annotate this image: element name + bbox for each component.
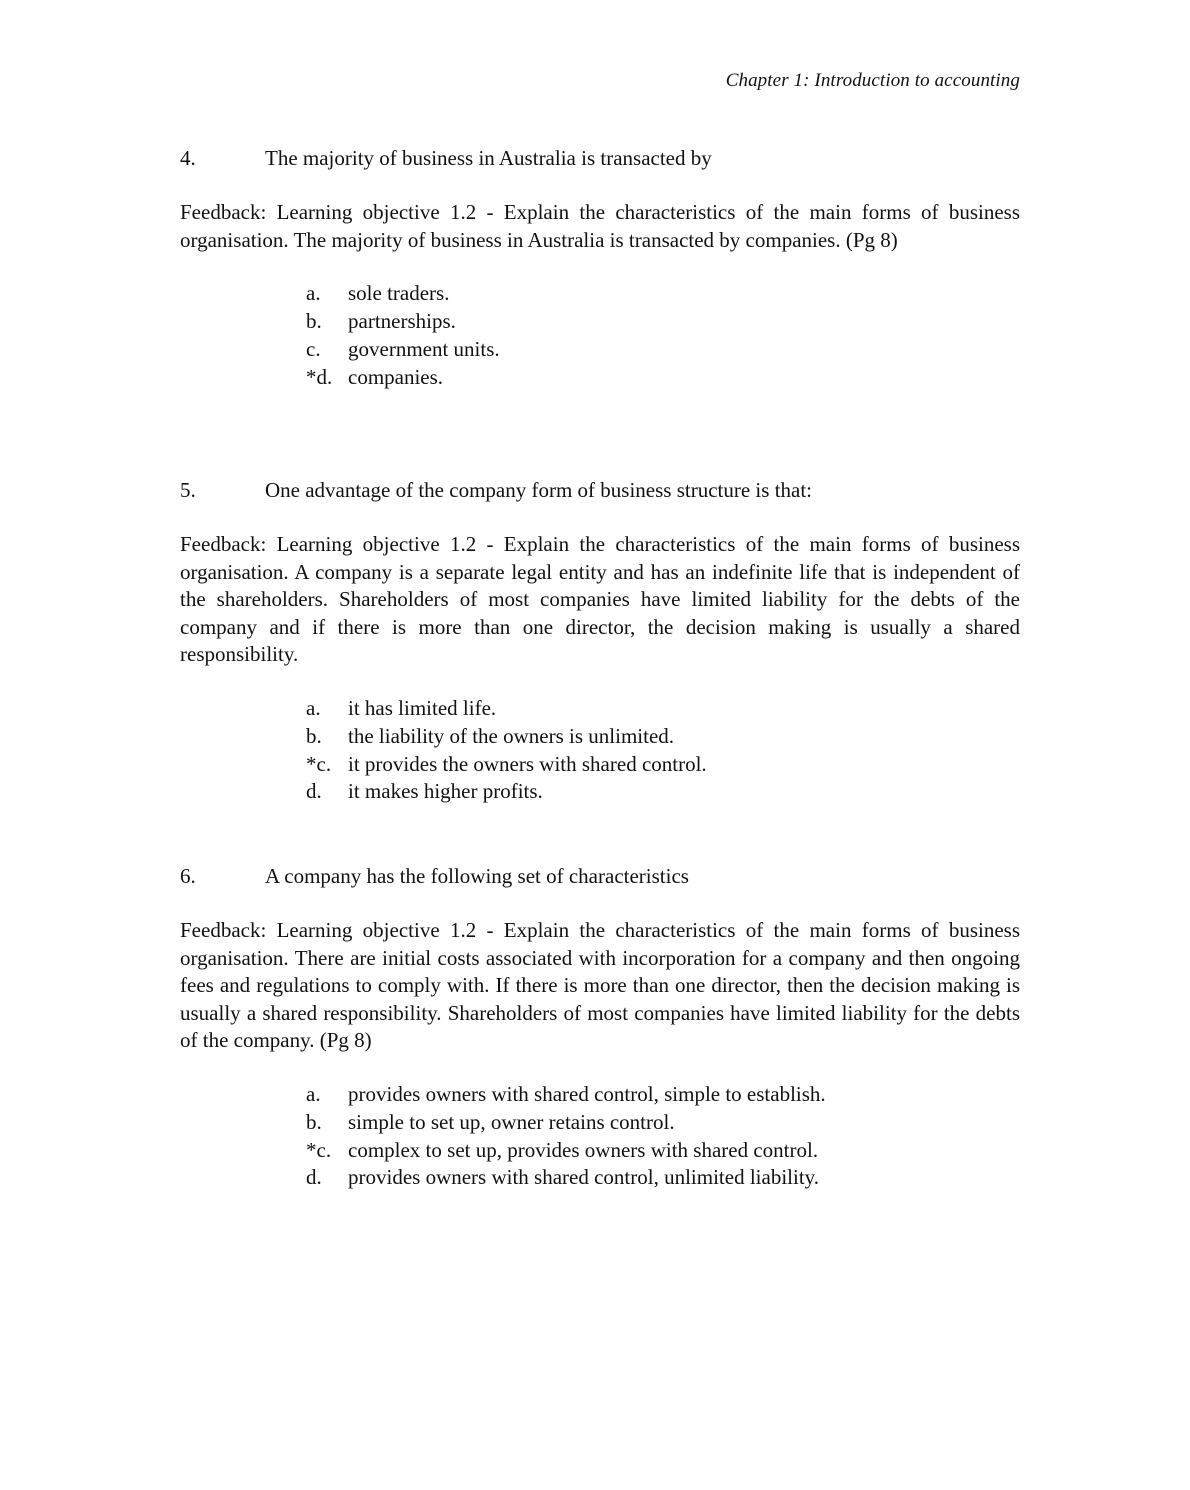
option-text: the liability of the owners is unlimited. <box>348 723 675 748</box>
answer-option <box>306 1081 1020 1109</box>
question-4 <box>180 144 1020 391</box>
option-text: provides owners with shared control, unlimited liability. <box>348 1165 820 1190</box>
option-letter: d. <box>306 779 322 804</box>
answer-option <box>306 1109 1020 1137</box>
answer-option-correct <box>306 1137 1020 1165</box>
option-letter: b. <box>306 1109 322 1134</box>
question-stem <box>180 144 1020 172</box>
option-text: companies. <box>348 364 444 389</box>
option-letter: *d. <box>306 364 333 389</box>
answer-options <box>306 695 1020 806</box>
question-5 <box>180 476 1020 806</box>
option-letter: a. <box>306 695 321 720</box>
answer-option-correct <box>306 364 1020 392</box>
answer-option-correct <box>306 751 1020 779</box>
question-number: 6. <box>180 864 196 888</box>
question-stem <box>180 476 1020 504</box>
question-6 <box>180 862 1020 1192</box>
option-letter: c. <box>306 336 321 361</box>
question-text: A company has the following set of characteristics <box>265 864 689 888</box>
feedback-paragraph: Feedback: Learning objective 1.2 - Explain the characteristics of the main forms of business organisation. There are initial costs associated with incorporation for a company and then ongoing fees and regulations to comply with. If there is more than one director, then the decision making is usually a shared responsibility. Shareholders of most companies have limited liability for the debts of the company. (Pg 8) <box>180 918 1020 1053</box>
option-text: it makes higher profits. <box>348 779 543 804</box>
answer-option <box>306 308 1020 336</box>
question-number: 5. <box>180 478 196 502</box>
option-letter: a. <box>306 1081 321 1106</box>
answer-option <box>306 695 1020 723</box>
option-letter: a. <box>306 281 321 306</box>
question-text: The majority of business in Australia is transacted by <box>265 146 712 170</box>
running-header: Chapter 1: Introduction to accounting <box>725 70 1020 91</box>
option-text: it provides the owners with shared control. <box>348 751 707 776</box>
option-text: partnerships. <box>348 308 456 333</box>
question-number: 4. <box>180 146 196 170</box>
feedback-paragraph: Feedback: Learning objective 1.2 - Explain the characteristics of the main forms of business organisation. A company is a separate legal entity and has an indefinite life that is independent of the shareholders. Shareholders of most companies have limited liability for the debts of the company and if there is more than one director, the decision making is usually a shared responsibility. <box>180 532 1020 667</box>
answer-options <box>306 1081 1020 1192</box>
option-letter: b. <box>306 308 322 333</box>
option-letter: d. <box>306 1165 322 1190</box>
option-text: simple to set up, owner retains control. <box>348 1109 675 1134</box>
question-text: One advantage of the company form of business structure is that: <box>265 478 813 502</box>
option-text: it has limited life. <box>348 695 497 720</box>
option-letter: *c. <box>306 1137 332 1162</box>
answer-option <box>306 778 1020 806</box>
question-stem <box>180 862 1020 890</box>
option-text: government units. <box>348 336 500 361</box>
option-text: provides owners with shared control, simple to establish. <box>348 1081 826 1106</box>
option-letter: *c. <box>306 751 332 776</box>
option-text: complex to set up, provides owners with shared control. <box>348 1137 819 1162</box>
option-letter: b. <box>306 723 322 748</box>
answer-option <box>306 1164 1020 1192</box>
option-text: sole traders. <box>348 281 450 306</box>
answer-options <box>306 280 1020 391</box>
answer-option <box>306 280 1020 308</box>
answer-option <box>306 336 1020 364</box>
answer-option <box>306 723 1020 751</box>
feedback-paragraph: Feedback: Learning objective 1.2 - Explain the characteristics of the main forms of business organisation. The majority of business in Australia is transacted by companies. (Pg 8) <box>180 200 1020 252</box>
